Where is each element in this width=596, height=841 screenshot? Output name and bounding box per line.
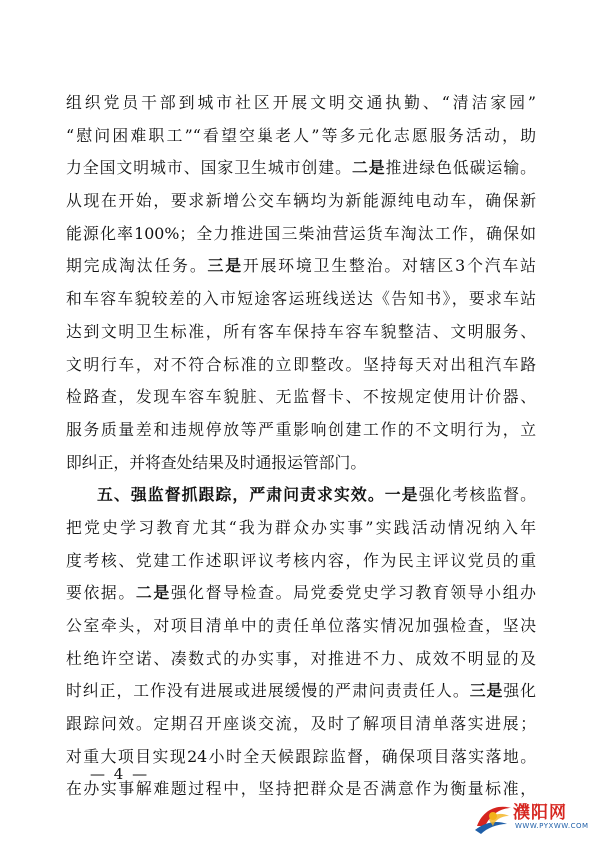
section-heading: 五、强监督抓跟踪，严肃问责求实效。 (97, 485, 385, 505)
text-line (66, 512, 536, 545)
site-url: WWW.PYXWW.COM (515, 822, 589, 830)
text-segment: 把党史学习教育尤其“我为群众办实事”实践活动情况纳入年 (66, 517, 536, 537)
text-segment: 期完成淘汰任务。 (66, 256, 208, 276)
text-line (66, 414, 536, 447)
text-segment: 度考核、党建工作述职评议考核内容，作为民主评议党员的重 (66, 550, 536, 570)
text-line (66, 643, 536, 676)
text-line (66, 675, 536, 708)
text-segment: 杜绝许空诺、凑数式的办实事，对推进不力、成效不明显的及 (66, 648, 536, 668)
text-segment: 强化考核监督。 (418, 485, 536, 505)
bold-segment: 三是 (207, 256, 243, 276)
text-segment: 服务质量差和违规停放等严重影响创建工作的不文明行为，立 (66, 419, 536, 439)
site-name: 濮阳网 (513, 803, 567, 823)
text-line (66, 316, 536, 349)
text-line (66, 120, 536, 153)
text-segment: 对重大项目实现24小时全天候跟踪监督，确保项目落实落地。 (66, 746, 536, 766)
text-segment: 时纠正，工作没有进展或进展缓慢的严肃问责责任人。 (66, 681, 470, 701)
text-segment: 公室牵头，对项目清单中的责任单位落实情况加强检查，坚决 (66, 616, 536, 635)
bold-segment: 一是 (384, 485, 419, 505)
site-logo-icon (471, 796, 515, 836)
text-line (66, 349, 536, 382)
text-segment: 达到文明卫生标准，所有客车保持车容车貌整洁、文明服务、 (66, 321, 536, 341)
text-segment: 和车容车貌较差的入市短途客运班线送达《告知书》，要求车站 (66, 289, 536, 309)
text-segment: “慰问困难职工”“看望空巢老人”等多元化志愿服务活动，助 (66, 125, 536, 145)
text-line (66, 708, 536, 741)
text-line (66, 283, 536, 316)
text-line (66, 152, 536, 185)
text-segment: 力全国文明城市、国家卫生城市创建。 (66, 158, 352, 178)
text-segment: 从现在开始，要求新增公交车辆均为新能源纯电动车，确保新 (66, 191, 536, 211)
text-line (66, 87, 536, 120)
bold-segment: 二是 (351, 158, 386, 178)
text-line (66, 218, 536, 251)
section-heading-line (66, 479, 536, 512)
text-segment: 推进绿色低碳运输。 (385, 158, 536, 178)
text-line (66, 185, 536, 218)
text-segment: 检路查，发现车容车貌脏、无监督卡、不按规定使用计价器、 (66, 387, 536, 407)
text-segment: 能源化率100%；全力推进国三柴油营运货车淘汰工作，确保如 (66, 223, 536, 243)
text-line (66, 250, 536, 283)
bold-segment: 二是 (135, 583, 171, 603)
text-segment: 即纠正，并将查处结果及时通报运管部门。 (66, 452, 367, 472)
text-segment: 强化 (503, 681, 536, 701)
text-segment: 强化督导检查。局党委党史学习教育领导小组办 (170, 583, 536, 603)
text-segment: 跟踪问效。定期召开座谈交流，及时了解项目清单落实进展； (66, 714, 536, 734)
text-line (66, 610, 536, 643)
text-line (66, 447, 536, 480)
text-line (66, 381, 536, 414)
site-watermark (471, 796, 593, 838)
text-segment: 开展环境卫生整治。对辖区3个汽车站 (242, 256, 536, 276)
text-segment: 在办实事解难题过程中，坚持把群众是否满意作为衡量标准， (66, 779, 536, 799)
text-line (66, 577, 536, 610)
page-number: — 4 — (90, 765, 150, 783)
text-segment: 组织党员干部到城市社区开展文明交通执勤、“清洁家园” (66, 93, 536, 112)
text-segment: 要依据。 (66, 583, 136, 603)
text-segment: 文明行车，对不符合标准的立即整改。坚持每天对出租汽车路 (66, 354, 536, 374)
document-body (66, 87, 536, 806)
bold-segment: 三是 (469, 681, 504, 701)
text-line (66, 545, 536, 578)
